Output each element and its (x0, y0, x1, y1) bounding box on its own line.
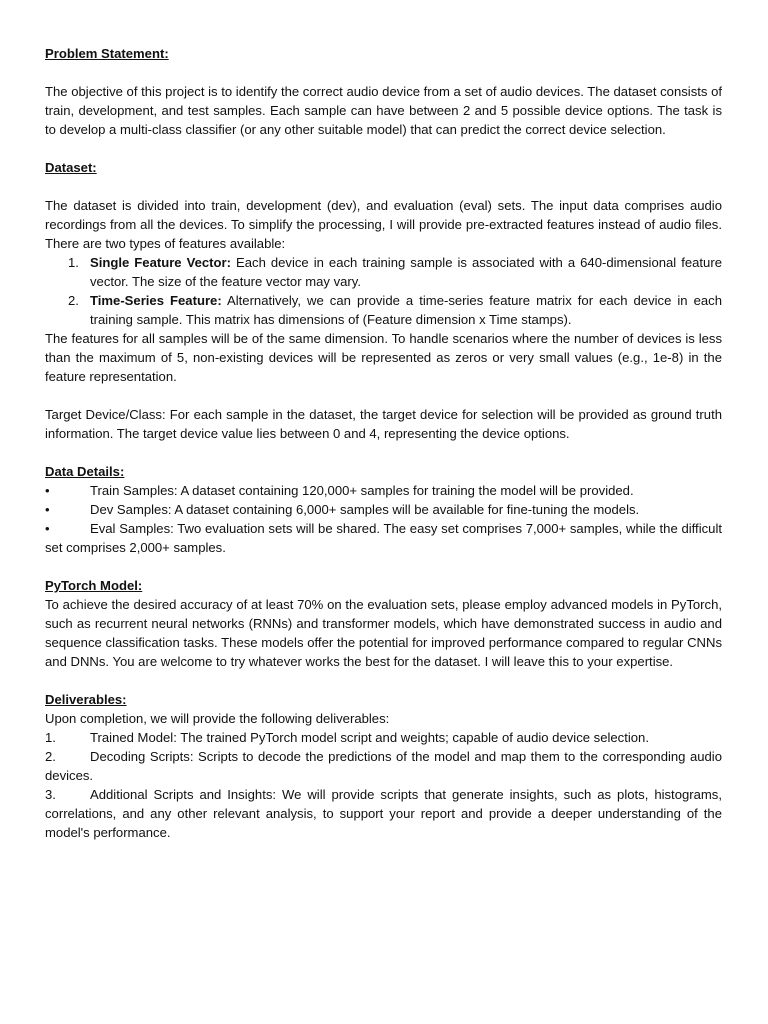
feature-type-text: Alternatively, we can provide a time-series feature matrix for each device in each training sample. This matrix has dimensions of (Feature dimension x Time stamps). (90, 293, 723, 327)
list-item (45, 747, 722, 785)
pytorch-model-heading: PyTorch Model: (45, 578, 143, 593)
feature-types-list (45, 253, 722, 329)
bullet-icon: • (45, 483, 50, 498)
deliverable-text: Additional Scripts and Insights: We will provide scripts that generate insights, such as plots, histograms, correlations, and any other relevant analysis, to support your report and provide a deeper understanding of the model's performance. (45, 787, 722, 840)
list-number: 1. (45, 730, 56, 745)
dataset-dimension-note: The features for all samples will be of the same dimension. To handle scenarios where the number of devices is less than the maximum of 5, non-existing devices will be represented as zeros or very small values (e.g., 1e-8) in the feature representation. (45, 331, 722, 384)
list-item (45, 291, 722, 329)
feature-type-title: Single Feature Vector: (90, 255, 231, 270)
dataset-intro: The dataset is divided into train, development (dev), and evaluation (eval) sets. The input data comprises audio recordings from all the devices. To simplify the processing, I will provide pre-extracted features instead of audio files. There are two types of features available: (45, 198, 722, 251)
problem-statement-heading: Problem Statement: (45, 46, 169, 61)
list-item (45, 500, 722, 519)
dataset-heading: Dataset: (45, 160, 97, 175)
feature-type-title: Time-Series Feature: (90, 293, 222, 308)
data-detail-text: Train Samples: A dataset containing 120,000+ samples for training the model will be provided. (90, 483, 634, 498)
list-item (45, 785, 722, 842)
list-item (45, 253, 722, 291)
feature-type-text: Each device in each training sample is associated with a 640-dimensional feature vector. The size of the feature vector may vary. (90, 255, 722, 289)
list-item (45, 728, 722, 747)
bullet-icon: • (45, 502, 50, 517)
bullet-icon: • (45, 521, 50, 536)
data-detail-text: Dev Samples: A dataset containing 6,000+ samples will be available for fine-tuning the models. (90, 502, 640, 517)
deliverable-text: Trained Model: The trained PyTorch model script and weights; capable of audio device selection. (90, 730, 649, 745)
deliverables-intro: Upon completion, we will provide the following deliverables: (45, 711, 390, 726)
deliverable-text: Decoding Scripts: Scripts to decode the predictions of the model and map them to the corresponding audio devices. (45, 749, 722, 783)
data-detail-text: Eval Samples: Two evaluation sets will be shared. The easy set comprises 7,000+ samples, while the difficult set comprises 2,000+ samples. (45, 521, 722, 555)
problem-statement-text: The objective of this project is to identify the correct audio device from a set of audio devices. The dataset consists of train, development, and test samples. Each sample can have between 2 and 5 possible device options. The task is to develop a multi-class classifier (or any other suitable model) that can predict the correct device selection. (45, 84, 722, 137)
deliverables-heading: Deliverables: (45, 692, 127, 707)
list-number: 2. (45, 749, 56, 764)
list-number: 3. (45, 787, 56, 802)
data-details-heading: Data Details: (45, 464, 125, 479)
target-device-text: Target Device/Class: For each sample in the dataset, the target device for selection will be provided as ground truth information. The target device value lies between 0 and 4, representing the device options. (45, 407, 722, 441)
list-item (45, 519, 722, 557)
pytorch-model-text: To achieve the desired accuracy of at least 70% on the evaluation sets, please employ advanced models in PyTorch, such as recurrent neural networks (RNNs) and transformer models, which have demonstrated success in audio and sequence classification tasks. These models offer the potential for improved performance compared to regular CNNs and DNNs. You are welcome to try whatever works the best for the dataset. I will leave this to your expertise. (45, 597, 722, 669)
list-item (45, 481, 722, 500)
list-number: 1. (68, 255, 79, 270)
list-number: 2. (68, 293, 79, 308)
